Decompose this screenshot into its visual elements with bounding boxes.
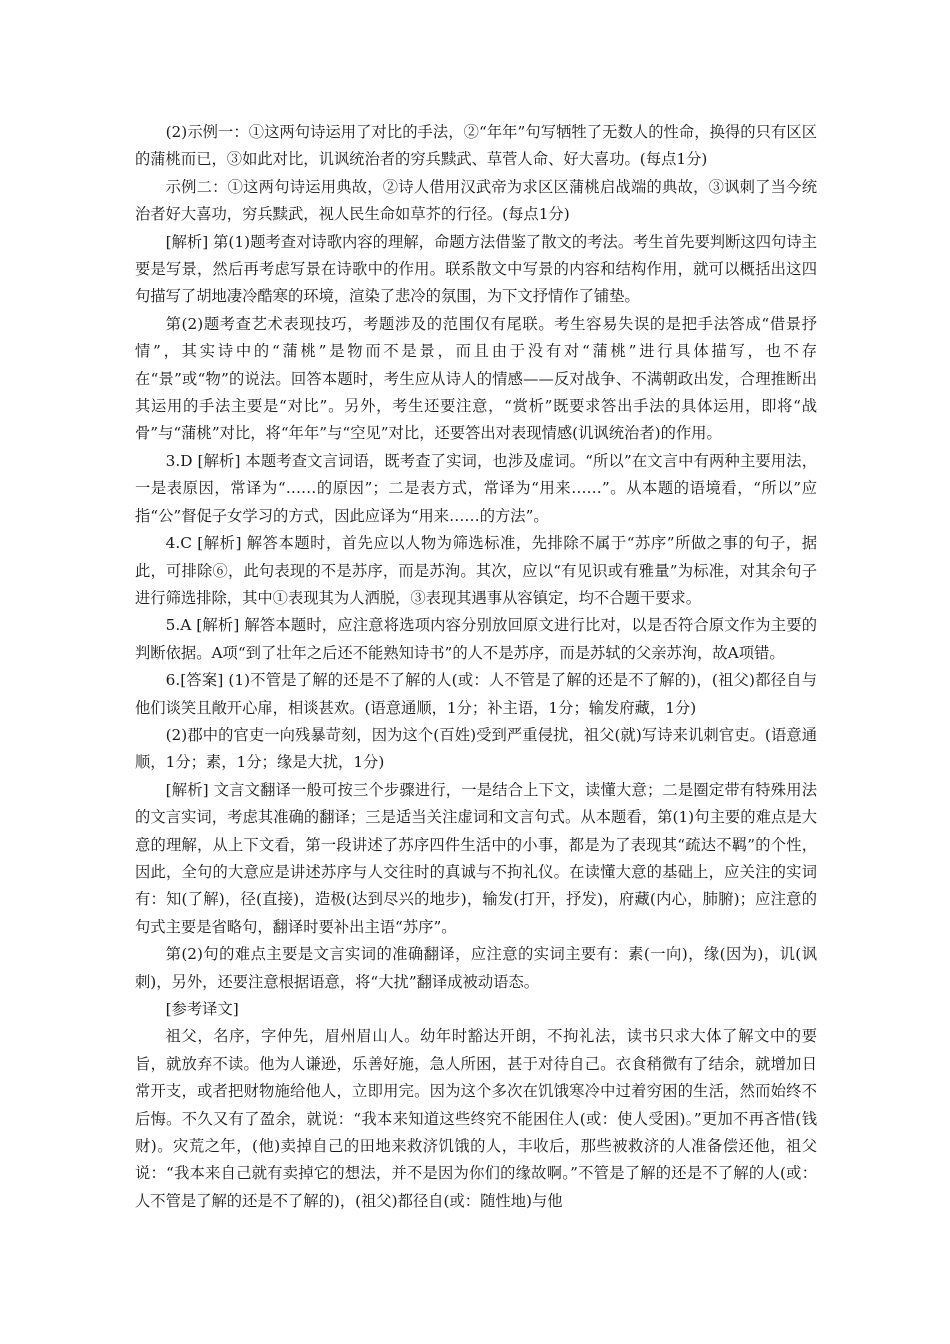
document-page [135,119,817,1215]
analysis-question-1: [解析] 第(1)题考查对诗歌内容的理解，命题方法借鉴了散文的考法。考生首先要判断这四句诗主要是写景，然后再考虑写景在诗歌中的作用。联系散文中写景的内容和结构作用，就可以概括出这四句描写了胡地凄冷酷寒的环境，渲染了悲冷的氛围，为下文抒情作了铺垫。 [135,232,817,306]
reference-translation-body: 祖父，名序，字仲先，眉州眉山人。幼年时豁达开朗，不拘礼法，读书只求大体了解文中的要旨，就放弃不读。他为人谦逊，乐善好施，急人所困，甚于对待自己。衣食稍微有了结余，就增加日常开支，或者把财物施给他人，立即用完。因为这个多次在饥饿寒冷中过着穷困的生活，然而始终不后悔。不久又有了盈余，就说：“我本来知道这些终究不能困住人(或：使人受困)。”更加不再吝惜(钱财)。灾荒之年，(他)卖掉自己的田地来救济饥饿的人，丰收后，那些被救济的人准备偿还他，祖父说：“我本来自己就有卖掉它的想法，并不是因为你们的缘故啊。”不管是了解的还是不了解的人(或：人不管是了解的还是不了解的)，(祖父)都径自(或：随性地)与他 [135,1027,817,1210]
answer-2-example-1: (2)示例一：①这两句诗运用了对比的手法，②“年年”句写牺牲了无数人的性命，换得的只有区区的蒲桃而已，③如此对比，讥讽统治者的穷兵黩武、草菅人命、好大喜功。(每点1分) [135,123,817,169]
answer-2-example-2: 示例二：①这两句诗运用典故，②诗人借用汉武帝为求区区蒲桃启战端的典故，③讽刺了当今统治者好大喜功，穷兵黩武，视人民生命如草芥的行径。(每点1分) [135,177,817,224]
answer-5: 5.A [解析] 解答本题时，应注意将选项内容分别放回原文进行比对，以是否符合原文作为主要的判断依据。A项“到了壮年之后还不能熟知诗书”的人不是苏序，而是苏轼的父亲苏洵，故A项错。 [135,616,817,662]
reference-translation-heading: [参考译文] [165,1000,239,1018]
answer-3: 3.D [解析] 本题考查文言词语，既考查了实词，也涉及虚词。“所以”在文言中有两种主要用法，一是表原因，常译为“……的原因”；二是表方式，常译为“用来……”。从本题的语境看，“所以”应指“公”督促子女学习的方式，因此应译为“用来……的方法”。 [135,451,817,525]
answer-6-part-2: (2)郡中的官吏一向残暴苛刻，因为这个(百姓)受到严重侵扰，祖父(就)写诗来讥刺官吏。(语意通顺，1分；素，1分；缘是大扰，1分) [135,725,817,772]
analysis-question-6-sentence-2: 第(2)句的难点主要是文言实词的准确翻译，应注意的实词主要有：素(一向)，缘(因为)，讥(讽刺)，另外，还要注意根据语意，将“大扰”翻译成被动语态。 [135,945,817,991]
answer-6-part-1: 6.[答案] (1)不管是了解的还是不了解的人(或：人不管是了解的还是不了解的)，(祖父)都径自与他们谈笑且敞开心扉，相谈甚欢。(语意通顺，1分；补主语，1分；输发府藏，1分) [135,671,817,717]
answer-4: 4.C [解析] 解答本题时，首先应以人物为筛选标准，先排除不属于“苏序”所做之事的句子，据此，可排除⑥，此句表现的不是苏序，而是苏洵。其次，应以“有见识或有雅量”为标准，对其余句子进行筛选排除，其中①表现其为人洒脱，③表现其遇事从容镇定，均不合题干要求。 [135,534,817,607]
analysis-question-6: [解析] 文言文翻译一般可按三个步骤进行，一是结合上下文，读懂大意；二是圈定带有特殊用法的文言实词，考虑其准确的翻译；三是适当关注虚词和文言句式。从本题看，第(1)句主要的难点是大意的理解，从上下文看，第一段讲述了苏序四件生活中的小事，都是为了表现其“疏达不羁”的个性，因此，全句的大意应是讲述苏序与人交往时的真诚与不拘礼仪。在读懂大意的基础上，应关注的实词有：知(了解)，径(直接)，造极(达到尽兴的地步)，输发(打开，抒发)，府藏(内心，肺腑)；应注意的句式主要是省略句，翻译时要补出主语“苏序”。 [135,780,817,936]
analysis-question-2: 第(2)题考查艺术表现技巧，考题涉及的范围仅有尾联。考生容易失误的是把手法答成“借景抒情”，其实诗中的“蒲桃”是物而不是景，而且由于没有对“蒲桃”进行具体描写，也不存在“景”或“物”的说法。回答本题时，考生应从诗人的情感——反对战争、不满朝政出发，合理推断出其运用的手法主要是“对比”。另外，考生还要注意，“赏析”既要求答出手法的具体运用，即将“战骨”与“蒲桃”对比，将“年年”与“空见”对比，还要答出对表现情感(讥讽统治者)的作用。 [135,314,817,443]
